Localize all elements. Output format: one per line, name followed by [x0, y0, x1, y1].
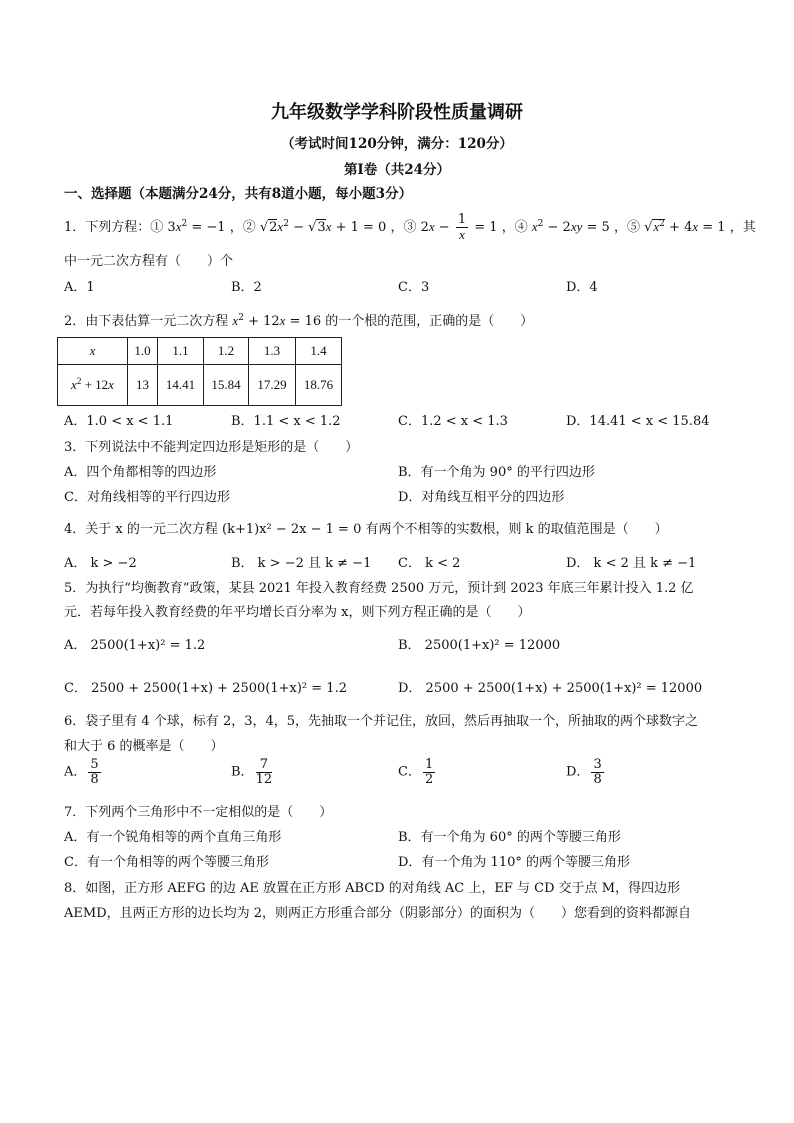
q2-option-b[interactable]: B．1.1 < x < 1.2	[231, 414, 341, 429]
question-5-line2: 元．若每年投入教育经费的年平均增长百分率为 x，则下列方程正确的是（ ）	[64, 605, 531, 620]
q1-option-a[interactable]: A．1	[64, 280, 95, 295]
q1-stem-suffix: ，其	[729, 220, 756, 236]
option-label: C．	[398, 764, 421, 780]
volume-heading: 第Ⅰ卷（共24分）	[343, 162, 451, 178]
table-cell: 14.41	[158, 365, 204, 406]
q6-option-c[interactable]	[398, 758, 437, 786]
table-header-cell: 1.1	[158, 338, 204, 365]
q1-sep5: ，⑤	[613, 220, 640, 236]
q7-option-b[interactable]: B．有一个角为 60° 的两个等腰三角形	[398, 830, 621, 845]
question-7-stem: 7．下列两个三角形中不一定相似的是（ ）	[64, 805, 333, 820]
q6-option-a[interactable]	[64, 758, 103, 786]
q1-sep3: ，③	[390, 220, 417, 236]
q6-option-b[interactable]	[231, 758, 274, 786]
option-label: A．	[64, 764, 87, 780]
question-4-stem: 4．关于 x 的一元二次方程 (k+1)x² − 2x − 1 = 0 有两个不相等的实数根，则 k 的取值范围是（ ）	[64, 522, 668, 537]
q2-stem-prefix: 2．由下表估算一元二次方程	[64, 314, 229, 329]
q1-eq4: $x^2 - 2xy = 5$	[531, 219, 610, 236]
q2-option-c[interactable]: C．1.2 < x < 1.3	[398, 414, 508, 429]
exam-subtitle: （考试时间120分钟，满分：120分）	[281, 136, 513, 152]
q1-eq2: $√2x^2 - √3x + 1 = 0$	[259, 219, 387, 236]
section-heading: 一、选择题（本题满分24分，共有8道小题，每小题3分）	[64, 186, 413, 202]
q4-option-a[interactable]: A． k > −2	[64, 556, 137, 571]
q6-option-d[interactable]	[566, 758, 606, 786]
fraction: $\frac{7}{12}$	[255, 757, 273, 787]
question-8-line2: AEMD，且两正方形的边长均为 2，则两正方形重合部分（阴影部分）的面积为（ ）您看到的资料都源自	[64, 906, 692, 921]
q1-sep2: ，②	[229, 220, 256, 236]
q1-option-c[interactable]: C．3	[398, 280, 430, 295]
q5-option-c[interactable]: C． 2500 + 2500(1+x) + 2500(1+x)² = 1.2	[64, 681, 347, 696]
table-cell: 18.76	[296, 365, 342, 406]
table-cell-expression: $x^2 + 12x$	[58, 365, 128, 406]
q4-option-c[interactable]: C． k < 2	[398, 556, 461, 571]
table-header-cell: 1.0	[128, 338, 158, 365]
q2-equation: $x^2 + 12x = 16$	[232, 313, 322, 329]
q2-option-a[interactable]: A．1.0 < x < 1.1	[64, 414, 174, 429]
table-header-cell: 1.2	[204, 338, 249, 365]
q5-option-a[interactable]: A． 2500(1+x)² = 1.2	[64, 638, 206, 653]
table-header-cell: 1.3	[249, 338, 296, 365]
q1-eq5: $√x^2 + 4x = 1$	[644, 219, 726, 236]
q3-option-c[interactable]: C．对角线相等的平行四边形	[64, 490, 230, 505]
q2-stem-suffix: 的一个根的范围，正确的是（ ）	[325, 314, 534, 329]
table-header-cell: 1.4	[296, 338, 342, 365]
question-6-line2: 和大于 6 的概率是（ ）	[64, 739, 224, 754]
value-table	[57, 337, 342, 406]
table-header-cell: x	[58, 338, 128, 365]
table-row	[58, 365, 342, 406]
q4-option-b[interactable]: B． k > −2 且 k ≠ −1	[231, 556, 372, 571]
q1-option-d[interactable]: D．4	[566, 280, 598, 295]
q3-option-a[interactable]: A．四个角都相等的四边形	[64, 465, 217, 480]
fraction: $\frac{1}{2}$	[424, 757, 434, 787]
q2-option-d[interactable]: D．14.41 < x < 15.84	[566, 414, 710, 429]
question-5-line1: 5．为执行“均衡教育”政策，某县 2021 年投入教育经费 2500 万元，预计到 2023 年底三年累计投入 1.2 亿	[64, 581, 694, 596]
q3-option-b[interactable]: B．有一个角为 90° 的平行四边形	[398, 465, 595, 480]
q7-option-c[interactable]: C．有一个角相等的两个等腰三角形	[64, 855, 269, 870]
question-1-stem	[64, 213, 756, 242]
q1-option-b[interactable]: B．2	[231, 280, 262, 295]
q1-eq3: 2x − $\frac{1}{x}$ = 1	[420, 212, 498, 242]
exam-title: 九年级数学学科阶段性质量调研	[271, 102, 523, 123]
q3-option-d[interactable]: D．对角线互相平分的四边形	[398, 490, 565, 505]
option-label: B．	[231, 764, 254, 780]
question-6-line1: 6．袋子里有 4 个球，标有 2，3，4，5，先抽取一个并记住，放回，然后再抽取一个，所抽取的两个球数字之	[64, 714, 699, 729]
q7-option-a[interactable]: A．有一个锐角相等的两个直角三角形	[64, 830, 282, 845]
table-cell: 13	[128, 365, 158, 406]
question-8-line1: 8．如图，正方形 AEFG 的边 AE 放置在正方形 ABCD 的对角线 AC 上，EF 与 CD 交于点 M，得四边形	[64, 881, 681, 896]
q5-option-b[interactable]: B． 2500(1+x)² = 12000	[398, 638, 561, 653]
fraction: $\frac{3}{8}$	[593, 757, 602, 787]
question-3-stem: 3．下列说法中不能判定四边形是矩形的是（ ）	[64, 440, 359, 455]
fraction: $\frac{5}{8}$	[90, 757, 99, 787]
table-cell: 15.84	[204, 365, 249, 406]
table-cell: 17.29	[249, 365, 296, 406]
q4-option-d[interactable]: D． k < 2 且 k ≠ −1	[566, 556, 697, 571]
q1-stem-prefix: 1．下列方程：①	[64, 220, 164, 236]
option-label: D．	[566, 764, 590, 780]
q1-eq1: $3x^2 = -1$	[167, 219, 226, 236]
q1-sep4: ，④	[501, 220, 528, 236]
question-2-stem	[64, 310, 533, 329]
table-row	[58, 338, 342, 365]
question-1-line2: 中一元二次方程有（ ）个	[64, 254, 234, 269]
q5-option-d[interactable]: D． 2500 + 2500(1+x) + 2500(1+x)² = 12000	[398, 681, 703, 696]
q7-option-d[interactable]: D．有一个角为 110° 的两个等腰三角形	[398, 855, 631, 870]
